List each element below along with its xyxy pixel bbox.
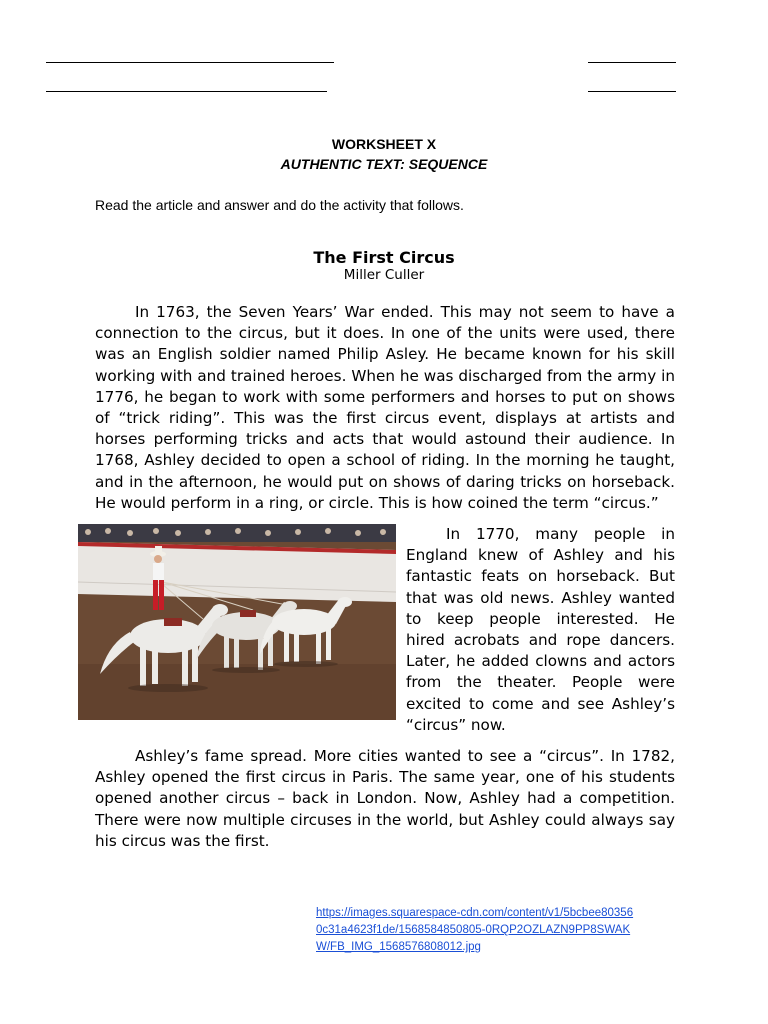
article-title: The First Circus bbox=[313, 248, 455, 267]
article-paragraph: In 1763, the Seven Years’ War ended. This may not seem to have a connection to the circus, but it does. In one of the units were used, there was an English soldier named Philip Asley. He became known for his skill working with and trained heroes. When he was discharged from the army in 1776, he began to work with some performers and horses to put on shows of “trick riding”. This was the first circus event, displays at artists and horses performing tricks and acts that would astound their audience. In 1768, Ashley decided to open a school of riding. In the morning he taught, and in the afternoon, he would put on shows of daring tricks on horseback. He would perform in a ring, or circle. This is how coined the term “circus.” bbox=[95, 303, 675, 512]
worksheet-title: WORKSHEET X bbox=[331, 136, 437, 152]
name-blank-line bbox=[46, 62, 334, 63]
date-blank-line bbox=[588, 62, 676, 63]
instructions: Read the article and answer and do the activity that follows. bbox=[95, 197, 464, 213]
worksheet-subtitle: AUTHENTIC TEXT: SEQUENCE bbox=[280, 156, 488, 172]
article-body bbox=[95, 302, 675, 862]
article-author: Miller Culler bbox=[343, 267, 425, 283]
article-paragraph: Ashley’s fame spread. More cities wanted to see a “circus”. In 1782, Ashley opened the first circus in Paris. The same year, one of his students opened another circus – back in London. Now, Ashley had a competition. There were now multiple circuses in the world, but Ashley could always say his circus was the first. bbox=[95, 747, 675, 850]
image-source-link[interactable]: https://images.squarespace-cdn.com/content/v1/5bcbee803560c31a4623f1de/1568584850805-0RQP2OZLAZN9PP8SWAKW/FB_IMG_1568576808012.jpg bbox=[316, 907, 634, 953]
section-blank-line bbox=[46, 91, 327, 92]
article-paragraph: In 1770, many people in England knew of Ashley and his fantastic feats on horseback. But that was old news. Ashley wanted to keep people interested. He hired acrobats and rope dancers. Later, he added clowns and actors from the theater. People were excited to come and see Ashley’s “circus” now. bbox=[95, 524, 675, 736]
score-blank-line bbox=[588, 91, 676, 92]
circus-horse-photo bbox=[78, 524, 396, 720]
